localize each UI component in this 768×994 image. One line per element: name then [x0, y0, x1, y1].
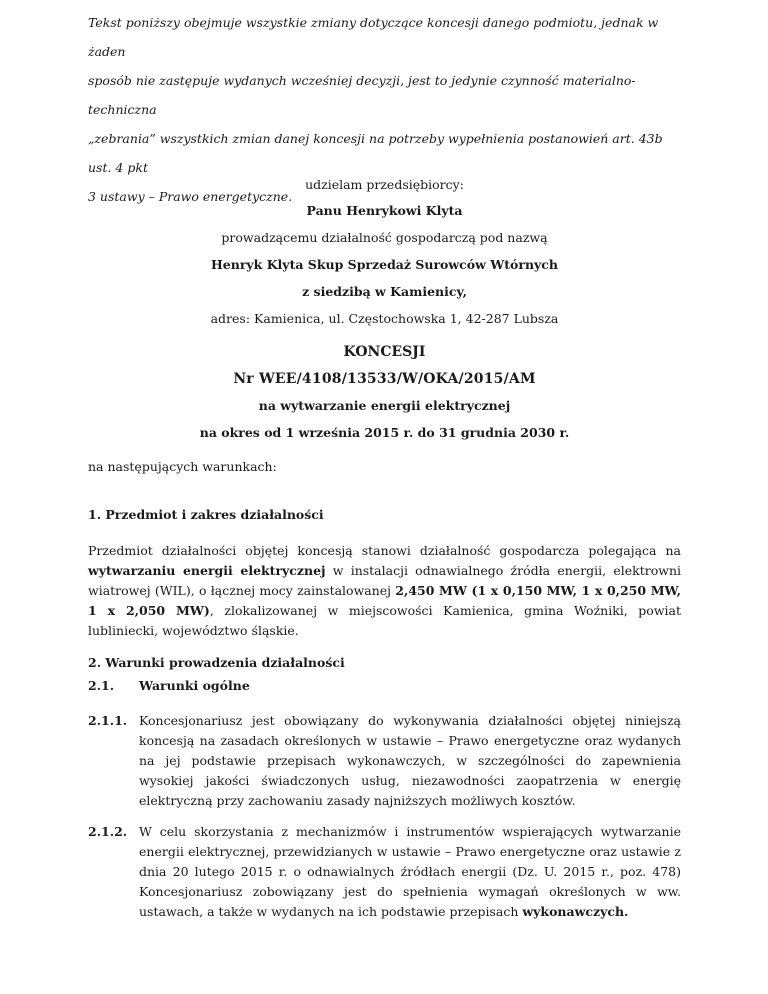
section-1-heading: 1. Przedmiot i zakres działalności	[88, 507, 324, 522]
subsection-title: Warunki ogólne	[139, 678, 250, 693]
item-2-1-2-bold: wykonawczych.	[522, 904, 629, 919]
business-line: prowadzącemu działalność gospodarczą pod nazwą	[221, 230, 548, 245]
item-2-1-2-number: 2.1.2.	[88, 824, 128, 839]
recipient-name: Panu Henrykowi Klyta	[306, 203, 463, 218]
intro-line-1: Tekst poniższy obejmuje wszystkie zmiany dotyczące koncesji danego podmiotu, jednak w żaden	[88, 15, 659, 59]
concession-title: KONCESJI	[343, 344, 426, 360]
item-2-1-1-text: Koncesjonariusz jest obowiązany do wykonywania działalności objętej niniejszą koncesją na zasadach określonych w ustawie – Prawo energetyczne oraz wydanych na jej podstawie przepisach wykonawczych, w szczególności do zapewnienia wysokiej jakości świadczonych usług, niezawodności zaopatrzenia w energię elektryczną przy zachowaniu zasady najniższych możliwych kosztów.	[139, 713, 681, 808]
section-1-bold-1: wytwarzaniu energii elektrycznej	[88, 563, 326, 578]
concession-period: na okres od 1 września 2015 r. do 31 grudnia 2030 r.	[199, 425, 570, 440]
section-1-bold-2: 2,450 MW (1 x 0,150 MW, 1 x 0,250 MW, 1 x 2,050 MW)	[88, 583, 681, 618]
intro-line-3: „zebrania” wszystkich zmian danej koncesji na potrzeby wypełnienia postanowień art. 43b ust. 4 pkt	[88, 131, 663, 175]
conditions-intro: na następujących warunkach:	[88, 459, 277, 474]
intro-line-2: sposób nie zastępuje wydanych wcześniej decyzji, jest to jedynie czynność materialno-techniczna	[88, 73, 636, 117]
concession-subject: na wytwarzanie energii elektrycznej	[258, 398, 511, 413]
grant-line: udzielam przedsiębiorcy:	[305, 177, 464, 192]
intro-line-4: 3 ustawy – Prawo energetyczne.	[88, 189, 293, 204]
subsection-number: 2.1.	[88, 678, 115, 693]
company-name: Henryk Klyta Skup Sprzedaż Surowców Wtórnych	[210, 257, 559, 272]
section-1-text-1: Przedmiot działalności objętej koncesją stanowi działalność gospodarcza polegająca na	[88, 543, 681, 558]
company-address: adres: Kamienica, ul. Częstochowska 1, 42-287 Lubsza	[210, 311, 559, 326]
section-1-text-2: w instalacji odnawialnego źródła energii, elektrowni wiatrowej (WIL), o łącznej mocy zainstalowanej	[88, 563, 681, 598]
item-2-1-2-text: W celu skorzystania z mechanizmów i instrumentów wspierających wytwarzanie energii elektrycznej, przewidzianych w ustawie – Prawo energetyczne oraz ustawie z dnia 20 lutego 2015 r. o odnawialnych źródłach energii (Dz. U. 2015 r., poz. 478) Koncesjonariusz zobowiązany jest do spełnienia wymagań określonych w ww. ustawach, a także w wydanych na ich podstawie przepisach	[139, 824, 681, 919]
item-2-1-1-number: 2.1.1.	[88, 713, 128, 728]
item-2-1-2-body	[139, 822, 681, 922]
concession-number: Nr WEE/4108/13533/W/OKA/2015/AM	[233, 371, 536, 387]
section-2-heading: 2. Warunki prowadzenia działalności	[88, 655, 345, 670]
company-seat: z siedzibą w Kamienicy,	[302, 284, 467, 299]
section-1-body	[88, 541, 681, 641]
section-1-text-3: , zlokalizowanej w miejscowości Kamienica, gmina Woźniki, powiat lubliniecki, województwo śląskie.	[88, 603, 681, 638]
